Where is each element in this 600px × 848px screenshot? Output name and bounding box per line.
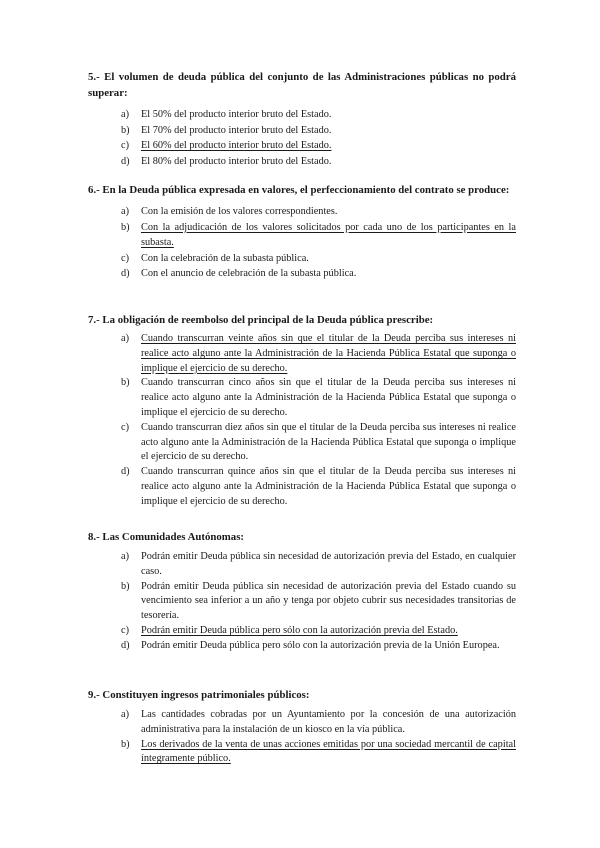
question-7 — [88, 312, 516, 510]
option-c — [88, 251, 516, 267]
option-letter: a) — [121, 109, 129, 120]
option-text: Con la celebración de la subasta pública. — [141, 252, 309, 264]
option-letter: a) — [121, 333, 129, 344]
question-title: 5.- El volumen de deuda pública del conjunto de las Administraciones públicas no podrá superar: — [88, 71, 516, 99]
option-d — [88, 639, 516, 654]
option-letter: b) — [121, 738, 130, 750]
option-letter: b) — [121, 221, 130, 233]
option-text: Cuando transcurran cinco años sin que el titular de la Deuda perciba sus intereses ni realice acto alguno ante la Administración de la Hacienda Pública Estatal que suponga o implique el ejercicio de su derecho. — [141, 377, 516, 418]
option-letter: b) — [121, 124, 130, 136]
options-list — [88, 204, 516, 282]
option-b — [88, 376, 516, 420]
question-title: 9.- Constituyen ingresos patrimoniales públicos: — [88, 689, 310, 701]
option-text: Podrán emitir Deuda pública pero sólo con la autorización previa del Estado. — [141, 624, 458, 636]
option-a — [88, 204, 516, 220]
option-text: Podrán emitir Deuda pública sin necesidad de autorización previa del Estado, en cualquier caso. — [141, 551, 516, 577]
question-title: 6.- En la Deuda pública expresada en valores, el perfeccionamiento del contrato se produce: — [88, 184, 510, 196]
option-text: Con el anuncio de celebración de la subasta pública. — [141, 268, 357, 280]
option-text: Cuando transcurran veinte años sin que el titular de la Deuda perciba sus intereses ni realice acto alguno ante la Administración de la Hacienda Pública Estatal que suponga o implique el ejercicio de su derecho. — [141, 333, 516, 374]
option-b — [88, 123, 516, 139]
option-text: Los derivados de la venta de unas acciones emitidas por una sociedad mercantil de capital íntegramente público. — [141, 738, 516, 765]
option-text: El 80% del producto interior bruto del Estado. — [141, 155, 332, 167]
option-d — [88, 266, 516, 282]
option-letter: d) — [121, 268, 130, 280]
option-letter: c) — [121, 624, 129, 636]
question-6 — [88, 182, 516, 282]
option-b-correct — [88, 220, 516, 251]
question-8 — [88, 529, 516, 654]
option-letter: d) — [121, 155, 130, 167]
question-9 — [88, 687, 516, 767]
option-c — [88, 421, 516, 465]
option-text: Podrán emitir Deuda pública sin necesidad de autorización previa del Estado cuando su vencimiento sea inferior a un año y tenga por objeto cubrir sus necesidades transitorias de tesorería. — [141, 580, 516, 622]
option-text: El 70% del producto interior bruto del Estado. — [141, 124, 332, 136]
option-letter: a) — [121, 206, 129, 217]
option-text: El 50% del producto interior bruto del Estado. — [141, 109, 332, 120]
option-b — [88, 580, 516, 624]
option-text: Cuando transcurran diez años sin que el titular de la Deuda perciba sus intereses ni realice acto alguno ante la Administración de la Hacienda Pública Estatal que suponga o implique el ejercicio de su derecho. — [141, 421, 516, 463]
option-text: Con la adjudicación de los valores solicitados por cada uno de los participantes en la subasta. — [141, 221, 516, 249]
option-a — [88, 550, 516, 580]
option-letter: a) — [121, 709, 129, 720]
option-letter: c) — [121, 140, 129, 152]
question-title: 7.- La obligación de reembolso del principal de la Deuda pública prescribe: — [88, 314, 434, 326]
options-list — [88, 708, 516, 767]
question-title: 8.- Las Comunidades Autónomas: — [88, 531, 244, 543]
option-letter: d) — [121, 639, 130, 651]
option-text: Podrán emitir Deuda pública pero sólo con la autorización previa de la Unión Europea. — [141, 639, 500, 651]
options-list — [88, 550, 516, 654]
options-list — [88, 332, 516, 510]
question-5 — [88, 69, 516, 169]
option-c-correct — [88, 624, 516, 639]
option-a — [88, 708, 516, 738]
option-a-correct — [88, 332, 516, 376]
option-letter: b) — [121, 580, 130, 592]
option-text: Las cantidades cobradas por un Ayuntamiento por la concesión de una autorización administrativa para la instalación de un kiosco en la vía pública. — [141, 709, 516, 735]
option-letter: c) — [121, 252, 129, 264]
option-c-correct — [88, 138, 516, 154]
option-b-correct — [88, 738, 516, 768]
option-d — [88, 465, 516, 509]
option-letter: a) — [121, 551, 129, 562]
option-letter: d) — [121, 466, 130, 478]
options-list — [88, 107, 516, 169]
option-text: Con la emisión de los valores correspondientes. — [141, 206, 338, 217]
option-a — [88, 107, 516, 123]
option-text: Cuando transcurran quince años sin que el titular de la Deuda perciba sus intereses ni realice acto alguno ante la Administración de la Hacienda Pública Estatal que suponga o implique el ejercicio de su derecho. — [141, 466, 516, 507]
option-d — [88, 154, 516, 170]
option-letter: c) — [121, 421, 129, 433]
option-letter: b) — [121, 377, 130, 389]
option-text: El 60% del producto interior bruto del Estado. — [141, 140, 332, 152]
